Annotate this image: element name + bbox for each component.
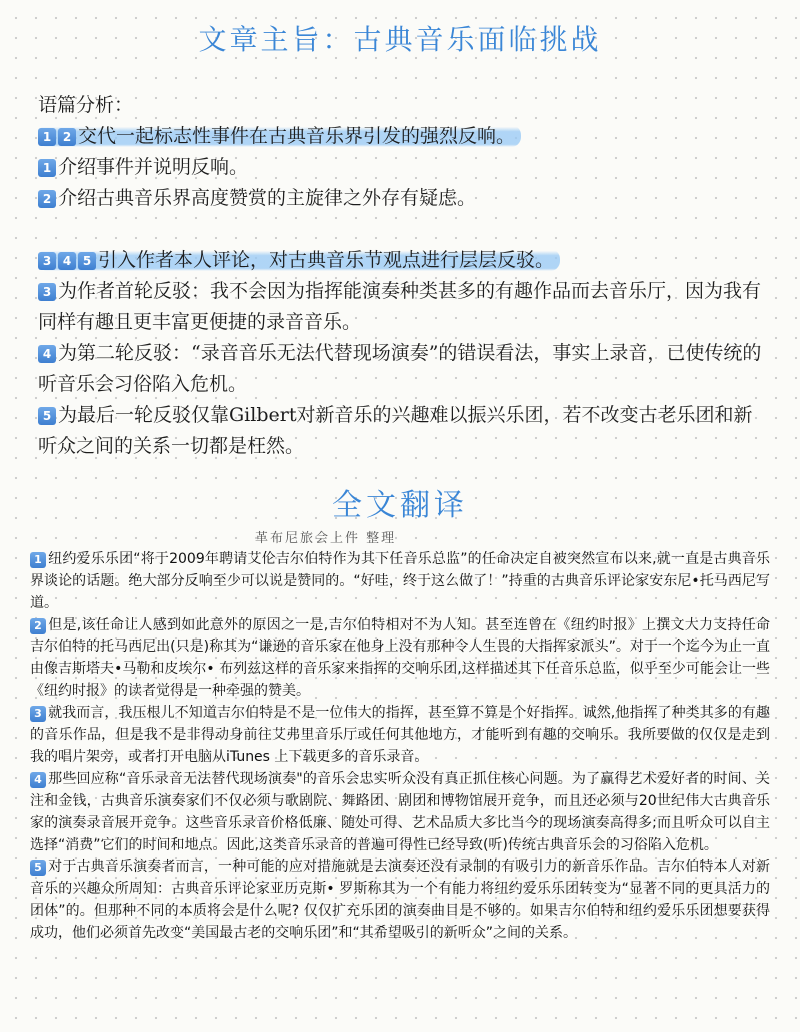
number-badge-icon: 3 [38, 283, 56, 301]
credit-note: 革布尼旅会上件 整理 [255, 531, 397, 546]
translation-body [30, 548, 770, 944]
paragraph-text: 但是,该任命让人感到如此意外的原因之一是,吉尔伯特相对不为人知。甚至连曾在《纽约时报》上撰文大力支持任命吉尔伯特的托马西尼出(只是)称其为“谦逊的音乐家在他身上没有那种令人生畏的大指挥家派头”。对于一个迄今为止一直由像吉斯塔夫•马勒和皮埃尔• 布列兹这样的音乐家来指挥的交响乐团,这样描述其下任音乐总监，似乎至少可能会让一些《纽约时报》的读者觉得是一种牵强的赞美。 [30, 617, 770, 699]
number-badge-icon: 1 [30, 552, 46, 568]
page-title: 文章主旨：古典音乐面临挑战 [198, 23, 602, 56]
group1-highlight [38, 125, 521, 147]
analysis-heading: 语篇分析： [38, 94, 134, 116]
paragraph-text: 纽约爱乐乐团“将于2009年聘请艾伦吉尔伯特作为其下任音乐总监”的任命决定自被突然宣布以来,就一直是古典音乐界谈论的话题。绝大部分反响至少可以说是赞同的。“好哇，终于这么做了！”持重的古典音乐评论家安东尼•托马西尼写道。 [30, 551, 770, 611]
group2-summary-line [38, 245, 768, 276]
number-badge-icon: 2 [58, 128, 76, 146]
group1-item-text: 介绍事件并说明反响。 [58, 156, 249, 178]
group2-summary: 引入作者本人评论，对古典音乐节观点进行层层反驳。 [98, 249, 555, 271]
number-badge-icon: 5 [30, 860, 46, 876]
number-badge-icon: 5 [78, 252, 96, 270]
number-badge-icon: 4 [38, 345, 56, 363]
spacer [38, 214, 768, 245]
group2-item-text: 为最后一轮反驳仅靠Gilbert对新音乐的兴趣难以振兴乐团，若不改变古老乐团和新听众之间的关系一切都是枉然。 [38, 404, 753, 457]
group1-item [38, 152, 768, 183]
group2-highlight [38, 249, 560, 271]
translation-paragraph [30, 702, 770, 768]
group2-item [38, 338, 768, 400]
number-badge-icon: 4 [30, 772, 46, 788]
group1-summary-line [38, 121, 768, 152]
number-badge-icon: 5 [38, 407, 56, 425]
paragraph-text: 那些回应称“音乐录音无法替代现场演奏"的音乐会忠实听众没有真正抓住核心问题。为了赢得艺术爱好者的时间、关注和金钱，古典音乐演奏家们不仅必须与歌剧院、舞路团、剧团和博物馆展开竞争，而且还必须与20世纪伟大古典音乐家的演奏录音展开竞争。这些音乐录音价格低廉、随处可得、艺术品质大多比当今的现场演奏高得多;而且听众可以自主选择“消费”它们的时间和地点。因此,这类音乐录音的普遍可得性已经导致(听)传统古典音乐会的习俗陷入危机。 [30, 771, 770, 853]
number-badge-icon: 2 [30, 618, 46, 634]
group1-item-text: 介绍古典音乐界高度赞赏的主旋律之外存有疑虑。 [58, 187, 477, 209]
translation-paragraph [30, 768, 770, 856]
discourse-analysis [38, 90, 768, 462]
number-badge-icon: 4 [58, 252, 76, 270]
group2-item-text: 为第二轮反驳：“录音音乐无法代替现场演奏”的错误看法，事实上录音，已使传统的听音乐会习俗陷入危机。 [38, 342, 762, 395]
translation-paragraph [30, 548, 770, 614]
paragraph-text: 就我而言，我压根儿不知道吉尔伯特是不是一位伟大的指挥，甚至算不算是个好指挥。诚然,他指挥了种类其多的有趣的音乐作品，但是我不是非得动身前往艾弗里音乐厅或任何其他地方，才能听到有趣的交响乐。我所要做的仅仅是走到我的唱片架旁，或者打开电脑从iTunes 上下载更多的音乐录音。 [30, 705, 770, 765]
translation-title: 全文翻译 [332, 488, 468, 523]
number-badge-icon: 3 [30, 706, 46, 722]
number-badge-icon: 1 [38, 128, 56, 146]
group2-item [38, 276, 768, 338]
paragraph-text: 对于古典音乐演奏者而言，一种可能的应对措施就是去演奏还没有录制的有吸引力的新音乐作品。吉尔伯特本人对新音乐的兴趣众所周知：古典音乐评论家亚历克斯• 罗斯称其为一个有能力将纽约爱乐乐团转变为“显著不同的更具活力的团体”的。但那种不同的本质将会是什么呢? 仅仅扩充乐团的演奏曲目是不够的。如果吉尔伯特和纽约爱乐乐团想要获得成功，他们必须首先改变“美国最古老的交响乐团”和“其希望吸引的新听众”之间的关系。 [30, 859, 770, 941]
group1-item [38, 183, 768, 214]
translation-paragraph [30, 614, 770, 702]
number-badge-icon: 3 [38, 252, 56, 270]
group2-item-text: 为作者首轮反驳：我不会因为指挥能演奏种类甚多的有趣作品而去音乐厅，因为我有同样有趣且更丰富更便捷的录音音乐。 [38, 280, 762, 333]
number-badge-icon: 1 [38, 159, 56, 177]
number-badge-icon: 2 [38, 190, 56, 208]
group1-summary: 交代一起标志性事件在古典音乐界引发的强烈反响。 [78, 125, 516, 147]
translation-paragraph [30, 856, 770, 944]
group2-item [38, 400, 768, 462]
